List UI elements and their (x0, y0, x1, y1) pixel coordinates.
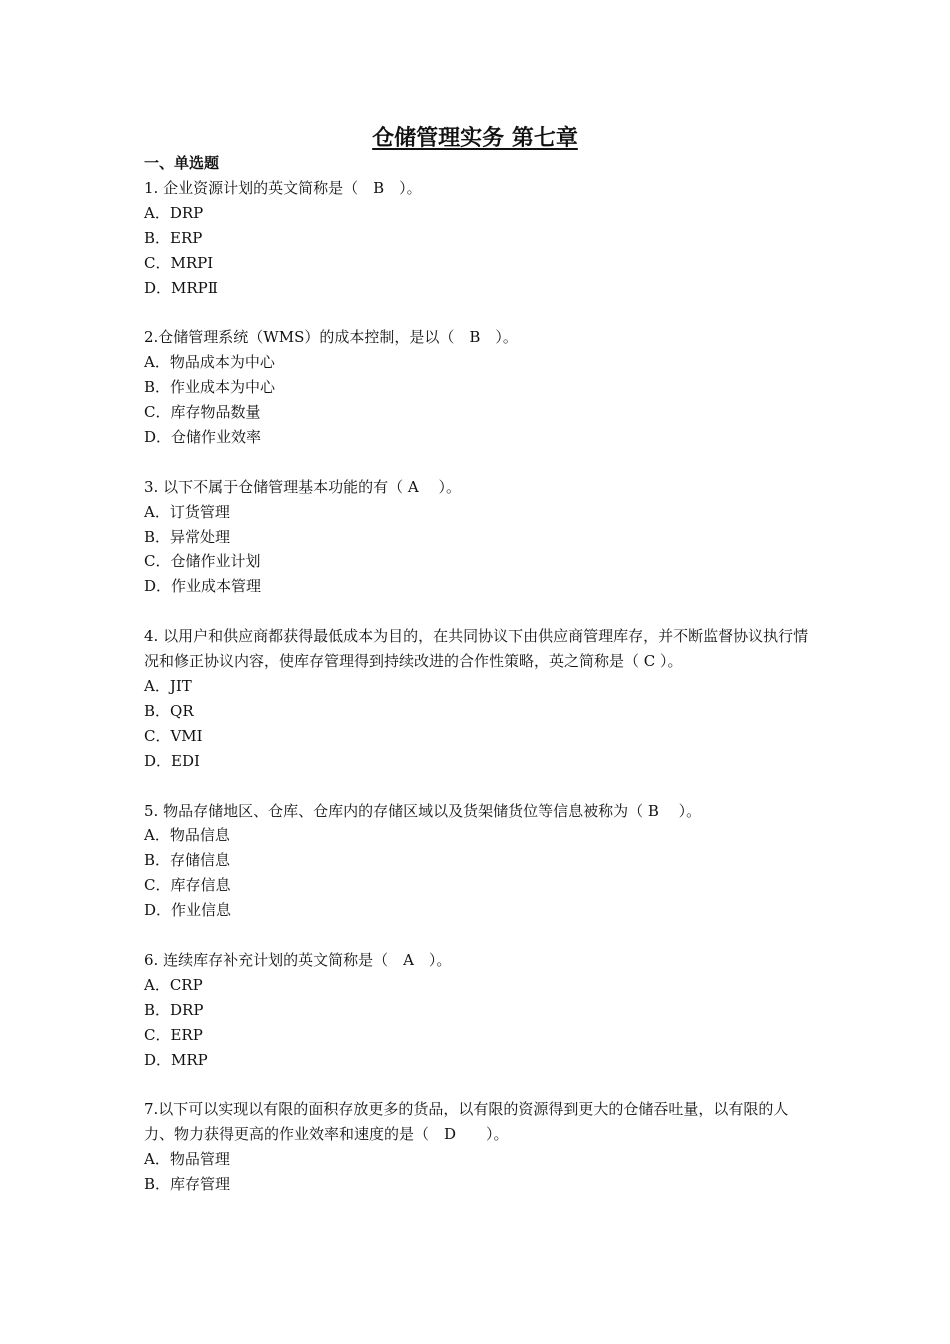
option-a: A．物品信息 (144, 826, 230, 845)
question-4 (144, 624, 814, 773)
question-6 (144, 948, 814, 1073)
option-b: B．DRP (144, 1000, 204, 1019)
question-text: 5. 物品存储地区、仓库、仓库内的存储区域以及货架储货位等信息被称为（ B ）。 (144, 801, 702, 820)
option-a: A．JIT (144, 676, 192, 695)
option-a: A．CRP (144, 975, 203, 994)
option-a: A．订货管理 (144, 502, 230, 521)
option-a: A．DRP (144, 203, 204, 222)
question-1 (144, 176, 814, 301)
option-c: C．ERP (144, 1025, 203, 1044)
option-c: C．库存信息 (144, 876, 231, 895)
question-text: 2.仓储管理系统（WMS）的成本控制，是以（ B ）。 (144, 328, 518, 347)
option-c: C．库存物品数量 (144, 403, 261, 422)
page-title (0, 123, 950, 153)
option-b: B．存储信息 (144, 851, 231, 870)
option-d: D．仓储作业效率 (144, 427, 262, 446)
option-c: C．仓储作业计划 (144, 552, 261, 571)
option-c: C．VMI (144, 726, 203, 745)
question-text: 4. 以用户和供应商都获得最低成本为目的，在共同协议下由供应商管理库存，并不断监督协议执行情况和修正协议内容，使库存管理得到持续改进的合作性策略，英之简称是（ C ）。 (144, 627, 809, 671)
question-text: 1. 企业资源计划的英文简称是（ B ）。 (144, 178, 422, 197)
option-c: C．MRPⅠ (144, 253, 214, 272)
question-text: 3. 以下不属于仓储管理基本功能的有（ A ）。 (144, 477, 461, 496)
option-b: B．QR (144, 701, 194, 720)
option-b: B．ERP (144, 228, 203, 247)
option-b: B．异常处理 (144, 527, 231, 546)
question-text: 6. 连续库存补充计划的英文简称是（ A ）。 (144, 950, 452, 969)
question-text: 7.以下可以实现以有限的面积存放更多的货品，以有限的资源得到更大的仓储吞吐量，以有限的人力、物力获得更高的作业效率和速度的是（ D ）。 (144, 1100, 789, 1144)
option-d: D．作业信息 (144, 901, 232, 920)
option-a: A．物品成本为中心 (144, 353, 275, 372)
option-b: B．库存管理 (144, 1175, 231, 1194)
option-a: A．物品管理 (144, 1150, 230, 1169)
option-d: D．MRPⅡ (144, 278, 218, 297)
option-d: D．MRP (144, 1050, 208, 1069)
section-heading: 一、单选题 (144, 154, 220, 172)
question-3 (144, 475, 814, 600)
question-list (144, 151, 814, 1222)
question-7 (144, 1097, 814, 1197)
question-5 (144, 799, 814, 924)
option-d: D．作业成本管理 (144, 577, 262, 596)
option-d: D．EDI (144, 751, 200, 770)
question-2 (144, 325, 814, 450)
option-b: B．作业成本为中心 (144, 378, 276, 397)
title-text: 仓储管理实务 第七章 (372, 125, 578, 151)
